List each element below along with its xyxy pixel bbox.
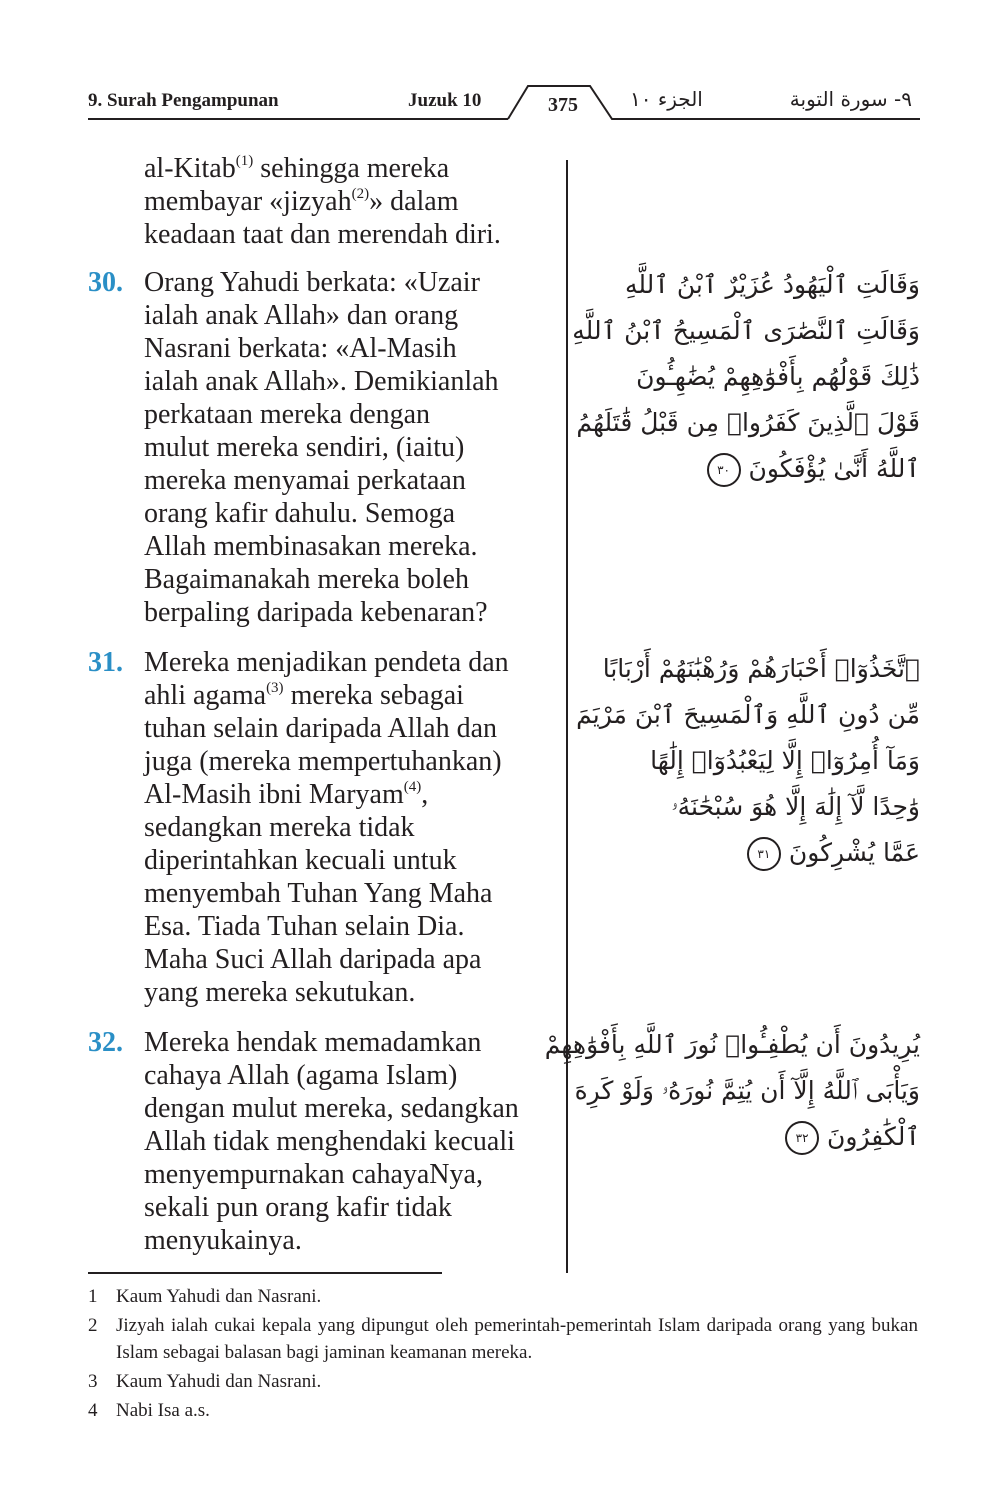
text-line: al-Kitab$^{(1)}$ sehingga mereka: [144, 152, 450, 184]
footnotes: [88, 1283, 918, 1426]
text-line: menyempurnakan cahayaNya,: [144, 1159, 483, 1190]
text-line: keadaan taat dan merendah diri.: [144, 219, 501, 250]
page-header: [0, 82, 1000, 126]
text-line: juga (mereka mempertuhankan): [144, 746, 502, 777]
text-line: Esa. Tiada Tuhan selain Dia.: [144, 911, 465, 942]
arabic-verse-31: [576, 646, 920, 876]
text-line: Bagaimanakah mereka boleh: [144, 564, 469, 595]
arabic-line: وَقَالَتِ ٱلْيَهُودُ عُزَيْرٌ ٱبْنُ ٱللَّهِ: [624, 270, 920, 299]
arabic-verse-30: [572, 262, 920, 492]
verse-number: 31.: [88, 647, 123, 678]
arabic-line: ذَٰلِكَ قَوْلُهُم بِأَفْوَٰهِهِمْ يُضَٰهِـُٔونَ: [636, 362, 920, 391]
text-line: diperintahkan kecuali untuk: [144, 845, 457, 876]
footnote-number: 1: [88, 1286, 98, 1307]
footnote-ref: (4): [403, 778, 422, 795]
footnote: [88, 1312, 918, 1366]
arabic-line: ٱتَّخَذُوٓا۟ أَحْبَارَهُمْ وَرُهْبَٰنَهُمْ أَرْبَابًا: [602, 654, 920, 683]
footnote-text: Nabi Isa a.s.: [116, 1400, 210, 1421]
verse-number: 32.: [88, 1027, 123, 1058]
text-line: menyukainya.: [144, 1225, 302, 1256]
verse-text: [144, 646, 564, 1009]
arabic-line: وَيَأْبَى ٱللَّهُ إِلَّآ أَن يُتِمَّ نُورَهُۥ وَلَوْ كَرِهَ: [574, 1076, 920, 1105]
arabic-line: ٱللَّهُ أَنَّىٰ يُؤْفَكُونَ ٣٠: [596, 446, 920, 492]
arabic-line: وَٰحِدًا لَّآ إِلَٰهَ إِلَّا هُوَ سُبْحَٰنَهُۥ: [671, 792, 920, 821]
arabic-line: وَقَالَتِ ٱلنَّصَٰرَى ٱلْمَسِيحُ ٱبْنُ ٱللَّهِ: [572, 316, 920, 345]
surah-title-arabic: ٩- سورة التوبة: [789, 87, 912, 111]
text-line: Maha Suci Allah daripada apa: [144, 944, 482, 975]
footnote-number: 4: [88, 1400, 98, 1421]
text-line: ialah anak Allah». Demikianlah: [144, 366, 499, 397]
arabic-line: وَمَآ أُمِرُوٓا۟ إِلَّا لِيَعْبُدُوٓا۟ إِلَٰهًا: [650, 746, 920, 775]
arabic-verse-32: [544, 1022, 920, 1160]
text-line: Mereka menjadikan pendeta dan: [144, 647, 509, 678]
text-line: mulut mereka sendiri, (iaitu): [144, 432, 465, 463]
text-line: menyembah Tuhan Yang Maha: [144, 878, 493, 909]
text-line: sedangkan mereka tidak: [144, 812, 415, 843]
footnote-ref: (1): [235, 152, 254, 169]
footnote-ref: (2): [351, 185, 370, 202]
footnote-text: Jizyah ialah cukai kepala yang dipungut oleh pemerintah-pemerintah Islam daripada orang yang bukan Islam sebagai balasan bagi jaminan keamanan mereka.: [116, 1315, 918, 1363]
text-line: Al-Masih ibni Maryam$^{(4)}$,: [144, 778, 429, 810]
verse-text: [144, 266, 564, 629]
arabic-line: ٱلْكَٰفِرُونَ ٣٢: [596, 1114, 920, 1160]
footnote: [88, 1397, 918, 1424]
arabic-line: عَمَّا يُشْرِكُونَ ٣١: [596, 830, 920, 876]
footnote-rule: [88, 1272, 442, 1274]
text-line: ialah anak Allah» dan orang: [144, 300, 459, 331]
text-line: orang kafir dahulu. Semoga: [144, 498, 456, 529]
text-line: membayar «jizyah$^{(2)}$» dalam: [144, 185, 459, 217]
ayah-end-marker: ٣١: [747, 837, 781, 871]
footnote: [88, 1283, 918, 1310]
text-line: yang mereka sekutukan.: [144, 977, 416, 1008]
juz-label-latin: Juzuk 10: [408, 90, 482, 111]
text-line: cahaya Allah (agama Islam): [144, 1060, 458, 1091]
text-line: Mereka hendak memadamkan: [144, 1027, 482, 1058]
text-line: tuhan selain daripada Allah dan: [144, 713, 497, 744]
arabic-line: قَوْلَ ٱلَّذِينَ كَفَرُوا۟ مِن قَبْلُ قَٰتَلَهُمُ: [576, 408, 920, 437]
arabic-line: يُرِيدُونَ أَن يُطْفِـُٔوا۟ نُورَ ٱللَّهِ بِأَفْوَٰهِهِمْ: [544, 1030, 920, 1059]
footnote-ref: (3): [266, 679, 284, 696]
footnote-text: Kaum Yahudi dan Nasrani.: [116, 1286, 322, 1307]
juz-label-arabic: الجزء ١٠: [630, 87, 703, 111]
surah-title-latin: 9. Surah Pengampunan: [88, 90, 279, 111]
ayah-end-marker: ٣٢: [785, 1121, 819, 1155]
text-line: sekali pun orang kafir tidak: [144, 1192, 452, 1223]
ayah-end-marker: ٣٠: [707, 453, 741, 487]
text-line: Allah tidak menghendaki kecuali: [144, 1126, 515, 1157]
arabic-line: مِّن دُونِ ٱللَّهِ وَٱلْمَسِيحَ ٱبْنَ مَرْيَمَ: [576, 700, 920, 729]
verse-text: [144, 152, 564, 251]
text-line: ahli agama$^{(3)}$ mereka sebagai: [144, 679, 464, 711]
verse-text: [144, 1026, 564, 1257]
footnote-number: 3: [88, 1371, 98, 1392]
text-line: berpaling daripada kebenaran?: [144, 597, 488, 628]
text-line: Orang Yahudi berkata: «Uzair: [144, 267, 480, 298]
text-line: dengan mulut mereka, sedangkan: [144, 1093, 519, 1124]
column-divider: [566, 160, 568, 1273]
footnote-number: 2: [88, 1315, 98, 1336]
page-number: 375: [548, 94, 578, 116]
text-line: mereka menyamai perkataan: [144, 465, 466, 496]
footnote: [88, 1368, 918, 1395]
text-line: Nasrani berkata: «Al-Masih: [144, 333, 457, 364]
verse-number: 30.: [88, 267, 123, 298]
text-line: Allah membinasakan mereka.: [144, 531, 478, 562]
text-line: perkataan mereka dengan: [144, 399, 431, 430]
footnote-text: Kaum Yahudi dan Nasrani.: [116, 1371, 322, 1392]
